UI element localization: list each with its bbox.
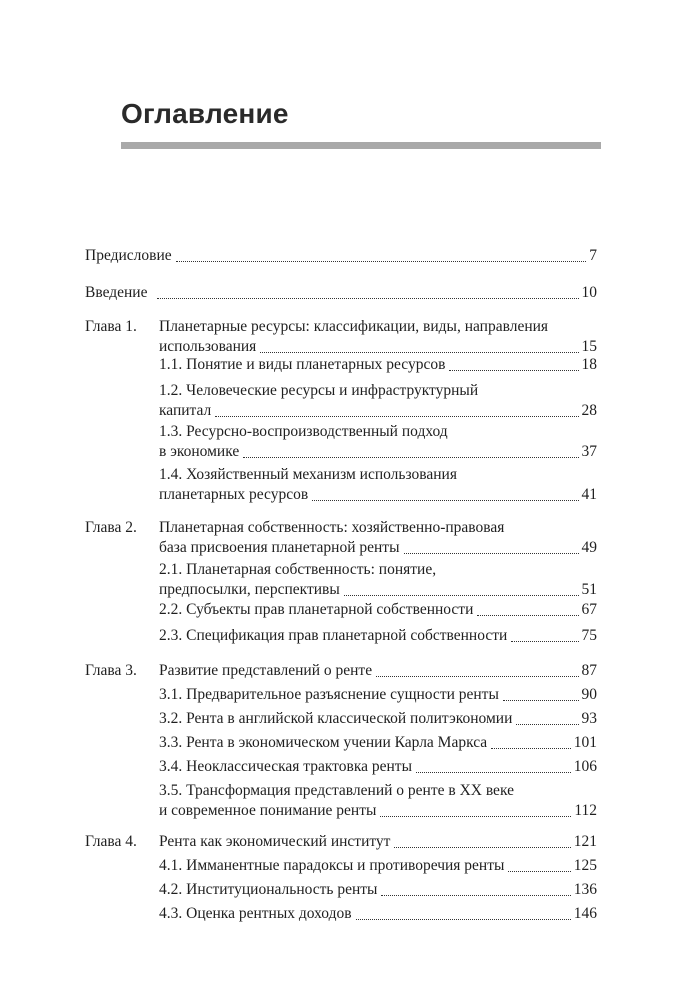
toc-entry-section-3-4[interactable] xyxy=(159,757,597,777)
page-number: 41 xyxy=(581,486,597,503)
page-number: 67 xyxy=(581,601,597,618)
entry-title: Развитие представлений о ренте xyxy=(159,662,373,679)
page-title: Оглавление xyxy=(121,98,289,129)
entry-title-line1: 3.5. Трансформация представлений о ренте в XX веке xyxy=(159,782,514,799)
toc-entry-section-4-2[interactable] xyxy=(159,880,597,900)
page-number: 136 xyxy=(573,881,597,898)
dot-leader xyxy=(508,870,570,872)
entry-title: Рента как экономический институт xyxy=(159,833,391,850)
page-number: 49 xyxy=(581,539,597,556)
toc-entry-section-1-2[interactable] xyxy=(159,381,597,421)
dot-leader xyxy=(260,351,578,353)
toc-entry-section-3-2[interactable] xyxy=(159,709,597,729)
dot-leader xyxy=(312,499,578,501)
entry-title: 3.2. Рента в английской классической политэкономии xyxy=(159,710,513,727)
page-number: 106 xyxy=(573,758,597,775)
page-number: 93 xyxy=(581,710,597,727)
entry-title: 4.1. Имманентные парадоксы и противоречия ренты xyxy=(159,857,505,874)
page-number: 87 xyxy=(581,662,597,679)
page-number: 146 xyxy=(573,905,597,922)
page-number: 7 xyxy=(589,247,597,264)
toc-entry-section-3-5[interactable] xyxy=(159,781,597,821)
dot-leader xyxy=(243,456,578,458)
chapter-label: Глава 2. xyxy=(85,519,137,536)
entry-title-line1: Планетарная собственность: хозяйственно-правовая xyxy=(159,519,505,536)
entry-title-line2: предпосылки, перспективы xyxy=(159,581,340,598)
dot-leader xyxy=(394,846,570,848)
entry-title-line1: 1.4. Хозяйственный механизм использования xyxy=(159,466,457,483)
dot-leader xyxy=(503,699,579,701)
dot-leader xyxy=(516,723,578,725)
chapter-label: Глава 3. xyxy=(85,662,137,679)
entry-title-line1: 2.1. Планетарная собственность: понятие, xyxy=(159,561,437,578)
entry-title: 4.3. Оценка рентных доходов xyxy=(159,905,352,922)
toc-entry-introduction[interactable] xyxy=(85,283,597,303)
page-number: 75 xyxy=(581,627,597,644)
page-number: 28 xyxy=(581,402,597,419)
page-number: 112 xyxy=(574,802,597,819)
page-number: 125 xyxy=(573,857,597,874)
toc-entry-section-1-4[interactable] xyxy=(159,465,597,505)
dot-leader xyxy=(380,815,571,817)
dot-leader xyxy=(477,614,578,616)
toc-entry-section-3-3[interactable] xyxy=(159,733,597,753)
page-number: 121 xyxy=(573,833,597,850)
entry-title-line1: 1.3. Ресурсно-воспроизводственный подход xyxy=(159,423,448,440)
page-number: 90 xyxy=(581,686,597,703)
entry-title-line1: 1.2. Человеческие ресурсы и инфраструктурный xyxy=(159,382,479,399)
entry-title-line2: капитал xyxy=(159,402,212,419)
entry-title-line2: и современное понимание ренты xyxy=(159,802,377,819)
toc-entry-chapter-3[interactable] xyxy=(159,661,597,681)
toc-entry-preface[interactable] xyxy=(85,246,597,266)
toc-entry-chapter-1[interactable] xyxy=(159,317,597,357)
dot-leader xyxy=(344,594,579,596)
entry-title: 4.2. Институциональность ренты xyxy=(159,881,378,898)
chapter-label: Глава 1. xyxy=(85,318,137,335)
page-number: 51 xyxy=(581,581,597,598)
toc-entry-section-1-1[interactable] xyxy=(159,355,597,375)
toc-entry-chapter-2[interactable] xyxy=(159,518,597,558)
entry-title-line2: в экономике xyxy=(159,443,240,460)
dot-leader xyxy=(491,747,571,749)
toc-entry-section-4-3[interactable] xyxy=(159,904,597,924)
page-number: 15 xyxy=(581,338,597,355)
entry-title: 2.3. Спецификация прав планетарной собственности xyxy=(159,627,508,644)
dot-leader xyxy=(404,552,579,554)
dot-leader xyxy=(376,675,578,677)
toc-entry-section-1-3[interactable] xyxy=(159,422,597,462)
dot-leader xyxy=(176,260,587,262)
entry-title: Введение xyxy=(85,284,148,301)
dot-leader xyxy=(356,918,571,920)
entry-title: 3.1. Предварительное разъяснение сущности ренты xyxy=(159,686,499,703)
entry-title: 2.2. Субъекты прав планетарной собственности xyxy=(159,601,474,618)
toc-entry-section-2-3[interactable] xyxy=(159,626,597,646)
dot-leader xyxy=(381,894,570,896)
entry-title: 1.1. Понятие и виды планетарных ресурсов xyxy=(159,356,446,373)
toc-entry-section-4-1[interactable] xyxy=(159,856,597,876)
page-number: 10 xyxy=(581,284,597,301)
toc-entry-section-2-1[interactable] xyxy=(159,560,597,600)
dot-leader xyxy=(215,415,578,417)
title-rule xyxy=(121,142,601,149)
entry-title-line1: Планетарные ресурсы: классификации, виды, направления xyxy=(159,318,549,335)
entry-title-line2: использования xyxy=(159,338,257,355)
page-number: 37 xyxy=(581,443,597,460)
entry-title-line2: база присвоения планетарной ренты xyxy=(159,539,400,556)
page-number: 101 xyxy=(573,734,597,751)
entry-title-line2: планетарных ресурсов xyxy=(159,486,309,503)
entry-title: Предисловие xyxy=(85,247,172,264)
chapter-label: Глава 4. xyxy=(85,833,137,850)
dot-leader xyxy=(416,771,571,773)
dot-leader xyxy=(157,297,578,299)
entry-title: 3.4. Неоклассическая трактовка ренты xyxy=(159,758,412,775)
dot-leader xyxy=(449,369,578,371)
page-number: 18 xyxy=(581,356,597,373)
dot-leader xyxy=(511,640,578,642)
toc-entry-section-3-1[interactable] xyxy=(159,685,597,705)
entry-title: 3.3. Рента в экономическом учении Карла Маркса xyxy=(159,734,488,751)
toc-entry-section-2-2[interactable] xyxy=(159,600,597,620)
toc-entry-chapter-4[interactable] xyxy=(159,832,597,852)
